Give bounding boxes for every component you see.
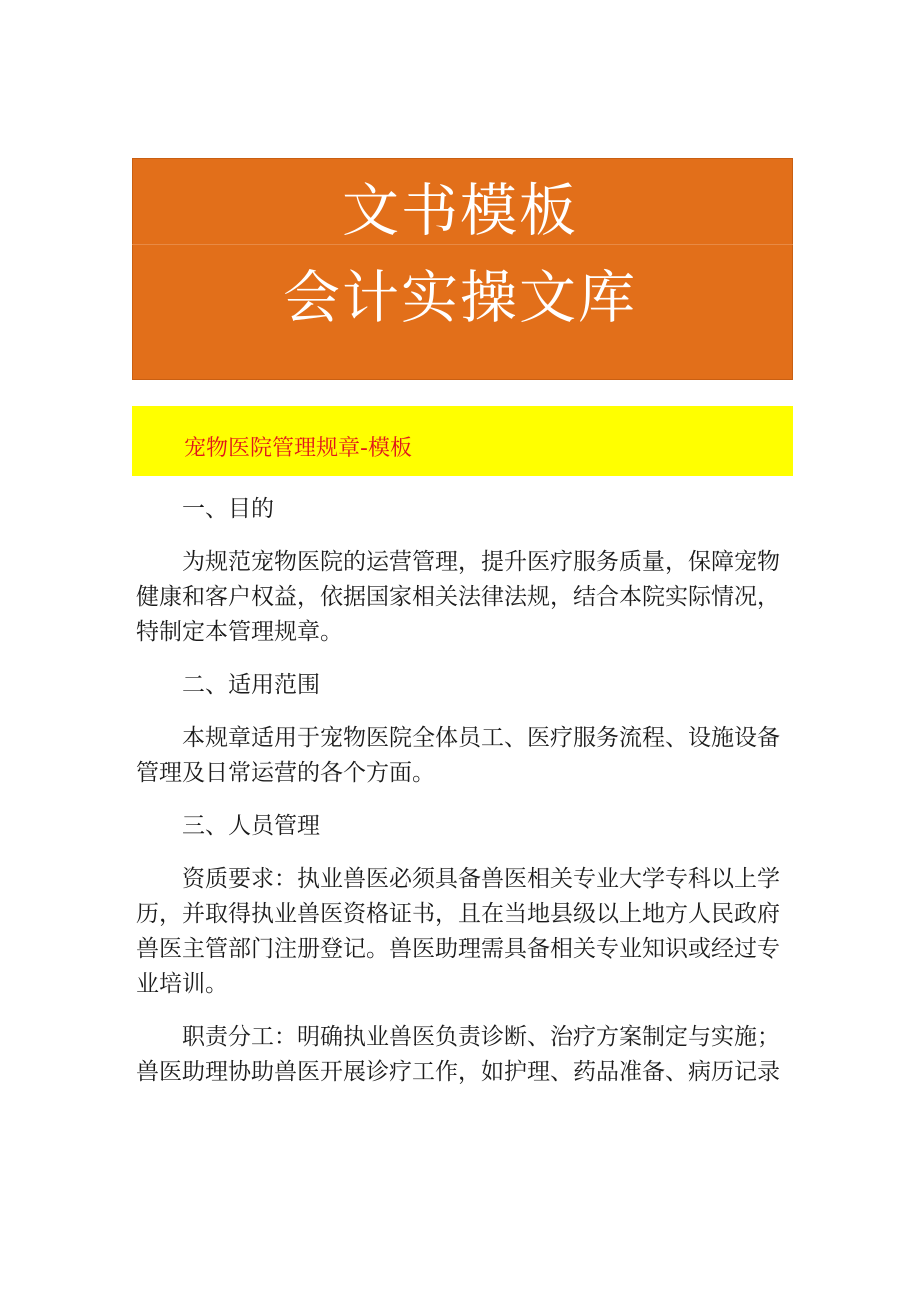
text-line: 兽医助理协助兽医开展诊疗工作，如护理、药品准备、病历记录 [136, 1059, 780, 1085]
paragraph-responsibilities [136, 1020, 792, 1090]
text-line: 本规章适用于宠物医院全体员工、医疗服务流程、设施设备 [182, 725, 780, 751]
text-line: 为规范宠物医院的运营管理，提升医疗服务质量，保障宠物 [182, 549, 780, 575]
text-line: 特制定本管理规章。 [136, 619, 343, 645]
document-title-bar [132, 406, 793, 476]
section-heading-purpose: 一、目的 [182, 496, 274, 522]
text-line: 管理及日常运营的各个方面。 [136, 760, 435, 786]
document-title: 宠物医院管理规章-模板 [184, 436, 412, 461]
text-line: 兽医主管部门注册登记。兽医助理需具备相关专业知识或经过专 [136, 936, 780, 962]
text-line: 健康和客户权益，依据国家相关法律法规，结合本院实际情况， [136, 584, 780, 610]
document-body [136, 492, 792, 1090]
banner-title-line-1: 文书模板 [342, 178, 578, 244]
paragraph-scope [136, 721, 792, 791]
paragraph-purpose [136, 545, 792, 650]
text-line: 资质要求：执业兽医必须具备兽医相关专业大学专科以上学 [182, 866, 780, 892]
text-line: 业培训。 [136, 971, 228, 997]
text-line: 职责分工：明确执业兽医负责诊断、治疗方案制定与实施； [182, 1024, 780, 1050]
section-heading-scope: 二、适用范围 [182, 672, 320, 698]
text-line: 历，并取得执业兽医资格证书，且在当地县级以上地方人民政府 [136, 901, 780, 927]
paragraph-qualifications [136, 862, 792, 1002]
banner-title-line-2: 会计实操文库 [283, 265, 637, 331]
section-heading-personnel: 三、人员管理 [182, 813, 320, 839]
